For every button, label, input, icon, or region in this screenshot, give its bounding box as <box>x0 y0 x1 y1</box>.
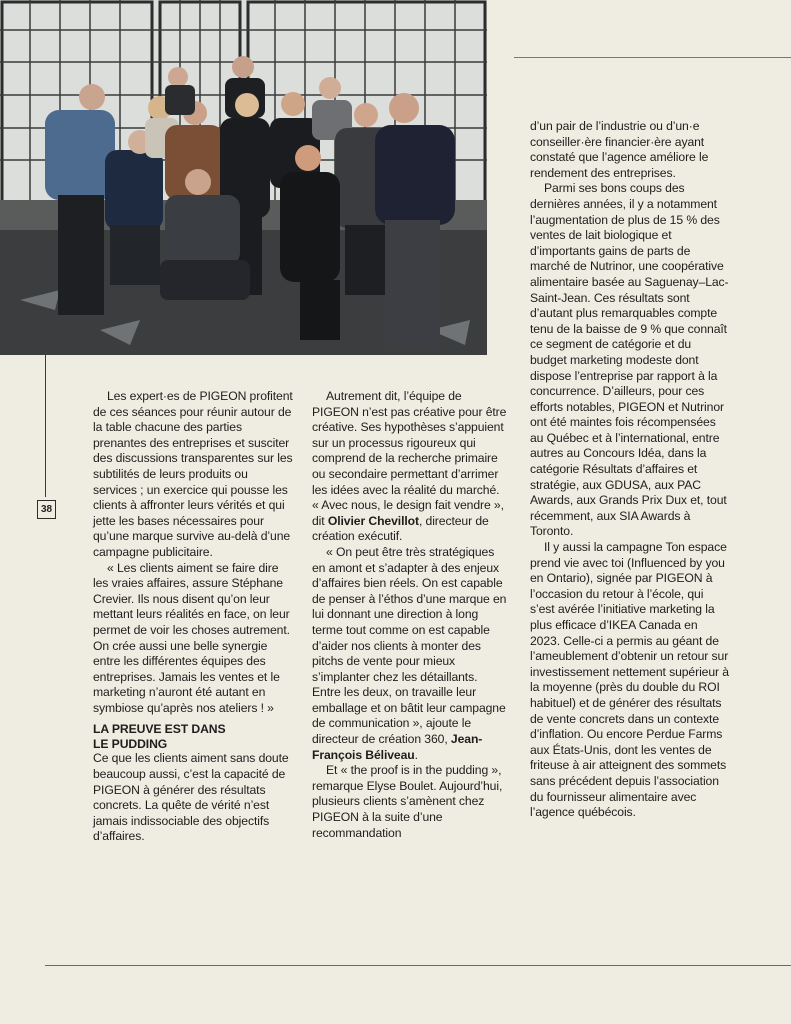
col3-paragraph-3: Il y aussi la campagne Ton espace prend vie avec toi (Influenced by you en Ontario), signée par PIGEON à l’occasion du retour à l’école, qui s’est avérée l’initiative marketing la plus efficace d’IKEA Canada en 2023. Celle-ci a permis au géant de l’ameublement d’obtenir un retour sur investissement nettement supérieur à la moyenne (près du double du ROI habituel) et de générer des résultats de vente concrets dans un contexte d’inflation. Ou encore Perdue Farms aux États-Unis, dont les ventes de friteuse à air atteignent des sommets sans précédent depuis l’association du fournisseur alimentaire avec l’agence québécois. <box>530 540 729 820</box>
col3-paragraph-1: d’un pair de l’industrie ou d’un·e conseiller·ère financier·ère ayant constaté que l’agence améliore le rendement des entreprises. <box>530 119 709 180</box>
team-photo <box>0 0 487 355</box>
col1-paragraph-2: « Les clients aiment se faire dire les vraies affaires, assure Stéphane Crevier. Ils nous disent qu’on leur mettant leurs réalités en face, on leur permet de voir les choses autrement. On crée aussi une belle synergie entre les différentes équipes des entreprises. Jamais les ventes et le marketing n’auront été autant en symbiose qu’après nos ateliers ! » <box>93 560 290 715</box>
page-number: 38 <box>37 500 56 519</box>
col2-p2-text-a: « On peut être très stratégiques en amont et s’adapter à des enjeux d’affaires bien réels. On est capable de penser à l’éthos d’une marque en lui donnant une direction à long terme tout comme on est capable d’aider nos clients à monter des pitchs de vente pour mieux s’implanter chez les détaillants. Entre les deux, on travaille leur emballage et on bâtit leur campagne de communication », ajoute le directeur de création 360, <box>312 544 507 747</box>
col1-paragraph-1: Les expert·es de PIGEON profitent de ces séances pour réunir autour de la table chacune des parties prenantes des entreprises et susciter des discussions transparentes sur les subtilités de leurs produits ou services ; un exercice qui pousse les clients à affronter leurs vérités et qui jette les bases nécessaires pour qu’une marque survive au-delà d’une campagne publicitaire. <box>93 389 293 559</box>
subheading-line-1: LA PREUVE EST DANS <box>93 722 226 737</box>
col2-p1-text-b: , directeur de création exécutif. <box>312 513 489 544</box>
bottom-rule <box>45 965 791 966</box>
name-jean-francois-beliveau: Jean-François Béliveau <box>312 732 483 762</box>
name-olivier-chevillot: Olivier Chevillot <box>327 513 419 528</box>
col1-paragraph-3: Ce que les clients aiment sans doute beaucoup aussi, c’est la capacité de PIGEON à générer des résultats concrets. La quête de vérité n’est jamais indissociable des objectifs d’affaires. <box>93 751 289 844</box>
col2-p2-text-b: . <box>414 747 418 762</box>
col2-paragraph-3: Et « the proof is in the pudding », remarque Elyse Boulet. Aujourd’hui, plusieurs clients s’amènent chez PIGEON à la suite d’une recommandation <box>312 763 503 840</box>
team-photo-illustration <box>0 0 487 355</box>
column-3 <box>530 119 730 821</box>
subheading-line-2: LE PUDDING <box>93 736 168 751</box>
margin-vertical-rule <box>45 355 46 497</box>
col3-paragraph-2: Parmi ses bons coups des dernières années, il y a notamment l’augmentation de plus de 15 % des ventes de lait biologique et d’importants gains de parts de marché de Nutrinor, une coopérative alimentaire basée au Saguenay–Lac-Saint-Jean. Ces résultats sont d’autant plus remarquables compte tenu de la baisse de 9 % que connaît ce segment de catégorie et du budget marketing modeste dont dispose l’entreprise par rapport à la concurrence. D’ailleurs, pour ces efforts notables, PIGEON et Nutrinor ont été maintes fois récompensées au Québec et à l’international, entre autres au Concours Idéa, dans la catégorie Résultats d’affaires et stratégie, aux GDUSA, aux PAC Awards, aux Grands Prix Dux et, tout récemment, aux SIA Awards à Toronto. <box>530 181 729 539</box>
top-rule <box>514 57 791 58</box>
col2-paragraph-2 <box>312 545 508 763</box>
column-2 <box>312 389 508 841</box>
section-subheading <box>93 722 293 751</box>
column-1 <box>93 389 293 845</box>
col2-paragraph-1 <box>312 389 508 545</box>
col2-p1-text-a: Autrement dit, l’équipe de PIGEON n’est pas créative pour être créative. Ses hypothèses s’appuient sur un processus rigoureux qui comprend de la recherche primaire ou secondaire permettant d’arrimer les idées avec la réalité du marché. « Avec nous, le design fait vendre », dit <box>312 389 507 528</box>
